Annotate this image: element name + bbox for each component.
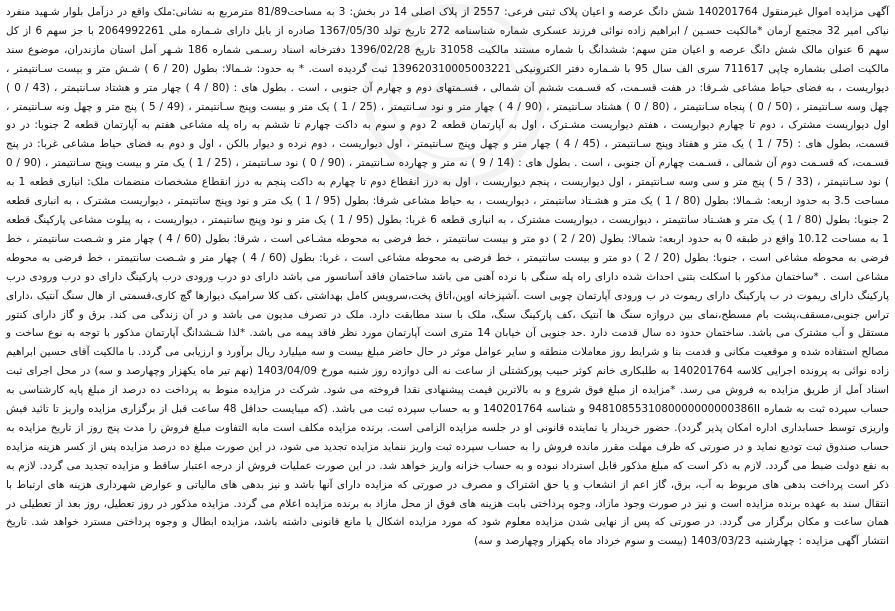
auction-notice-text: آگهی مزایده اموال غیرمنقول 140201764 شش دانگ عرصه و اعیان پلاک ثبتی فرعی: 2557 از پلاک اصلی 14 در بخش: 3 به مساحت81/89 مترمربع به نشانی:ملک واقع در دزآمل بلوار شـهید منفرد نیاکی امیر 32 مجتمع آرمان *مالکیت حسـین / ابراهیم زاده نوائی فرزند عسکری شماره شناسنامه 272 تاریخ تولد 1367/05/30 صادره از بابل دارای شـماره ملی 2064992261 با جز سهم 6 از کل سهم 6 عنوان مالک شش دانگ عرصه و اعیان متن سهم: ششدانگ با شماره مستند مالکیت 31058 تاریخ 1396/02/28 دفترخانه اسناد رسـمی شماره 186 شـهر آمل استان مازندران، موضوع سند مالکیت اصلی بشماره چاپی 711617 سری الف سال 95 با شـماره دفتر الکترونیکی 139620310005003221 ثبت گردیده است. * به حدود: شـمالا: بطول (20 / 6 ) شـش متر و بیست سـانتیمتر ، دیواریست ، به فضای حیاط مشاعی شـرقا: در هفت قسـمت، که قسـمت ششم آن شمالی ، قسـمتهای دوم و چهارم آن جنوبی ، است . بطول های : (80 / 4 ) چهار متر و هشتاد سـانتیمتر ، (43 / 0 ) چهل وسه سـانتیمتر ، (50 / 0 ) پنجاه سـانتیمتر ، (80 / 0 ) هشتاد سـانتیمتر ، (90 / 4 ) چهار متر و نود سـانتیمتر ، (25 / 1 ) یک متر و بیست وپنج سـانتیمتر ، (49 / 5 ) پنج متر و چهل ونه سـانتیمتر ، اول دیواریست مشترک ، دوم تا چهارم دیواریست ، هفتم دیواریست مشـترک ، اول به آپارتمان قطعه 2 دوم و سوم به داکت چهارم تا ششم به راه پله مشاعی هفتم به آپارتمان قطعه 2 جنوبا: در دو قسمت، بطول های : (75 / 1 ) یک متر و هفتاد وپنج سـانتیمتر ، (45 / 4 ) چهار متر و چهل وپنج سـانتیمتر ، اول دیواریست ، دوم نرده و دیوار بالکن ، اول و دوم به فضای حیاط مشاعی غربا: در پنج قسـمت، که قسـمت دوم آن شمالی ، قسـمت چهارم آن جنوبی ، است . بطول های : (14 / 9 ) نه متر و چهارده سـانتیمتر ، (90 / 0 ) نود سـانتیمتر ، (25 / 1 ) یک متر و بیست وپنج سـانتیمتر ، (90 / 0 ) نود سـانتیمتر ، (33 / 5 ) پنج متر و سی وسه سـانتیمتر ، اول دیواریست ، پنجم دیواریست ، اول به درز انقطاع دوم تا چهارم به داکت پنجم به درز انقطاع مشخصات منضمات ملک: انباری قطعه 1 به مساحت 3.5 به حدود اربعه: شـمالا: بطول (80 / 1 ) یک متر و هشـتاد سانتیمتر ، دیواریست ، به حیاط مشاعی شرقا: بطول (95 / 1 ) یک متر و نود وپنج سانتیمتر ، دیواریست مشترک ، به انباری قطعه 2 جنوبا: بطول (80 / 1 ) یک متر و هشـتاد سانتیمتر ، دیواریست ، دیواریست مشترک ، به انباری قطعه 6 غربا: بطول (95 / 1 ) یک متر و نود وپنج سانتیمتر ، دیواریست ، به پیلوت مشاعی پارکینگ قطعه 1 به مساحت 10.12 واقع در طبقه 0 به حدود اربعه: شمالا: بطول (20 / 2 ) دو متر و بیست سانتیمتر ، خط فرضی به محوطه مشـاعی است ، شرقا: بطول (60 / 4 ) چهار متر و شـصت سانتیمتر ، خط فرضی به محوطه مشاعی است ، جنوبا: بطول (20 / 2 ) دو متر و بیست سانتیمتر ، خط فرضی به محوطه مشاعی است ، غربا: بطول (60 / 4 ) چهار متر و شـصت سانتیمتر ، خط فرضی به محوطه مشاعی است . *ساختمان مذکور با اسکلت بتنی احداث شده دارای راه پله سنگی با نرده آهنی می باشد ساختمان فاقد آسانسور می باشد دارای دو درب ورودی درب پارکینگ دارای دو درب ورودی درب پارکینگ دارای ریموت در ب پارکینگ دارای ریموت در ب ورودی آپارتمان چوبی است .آشپزخانه اوپن،اتاق پخت،سرویس کامل بهداشتی ،کف کلا سرامیک دیوارها گچ کاری،قسمتی از هال سنگ آنتیک ،دارای تراس جنوبی،مسقف،پشت بام مسطح،نمای بین دروازه سنگ ها آنتیک ،کف پارکینگ سنگ، ملک با سند مطابقت دارد. ملک در تصرف مدیون می باشد و در آن زندگی می کند. برق و گاز دارای کنتور مستقل و آب مشترک می باشد. ساختمان حدود ده سال قدمت دارد .حد جنوبی آن خیابان 14 متری است آپارتمان مورد نظر فاقد پیمه می باشد. *لذا شـشدانگ آپارتمان مذکور با توجه به نوع ساخت و مصالح استفاده شده و موقعیت مکانی و قدمت بنا و شرایط روز معاملات منطقه و سایر عوامل موثر در حال حاضر مبلغ بیست و سه میلیارد ریال برآورد و ارزیابی می گردد. با مالکیت آقای حسین ابراهیم زاده نوائی به پرونده اجرایی کلاسه 140201764 به طلبکاری خانم کوثر حبیب پورکشتلی از ساعت نه الی دوازده روز شنبه مورخ 1403/04/09 (نهم تیر ماه یکهزار وچهارصد و سه) در محل اجرای ثبت اسناد آمل از طریق مزایده به فروش می رسد. *مزایده از مبلغ فوق شروع و به بالاترین قیمت پیشنهادی نقدا فروخته می شود. شرکت در مزایده منوط به پرداخت ده درصد از مبلغ پایه کارشناسی به حساب سپرده ثبت به شماره 9481085531080000000000386II و شناسه 140201764 و به حساب سپرده ثبت می باشد. (که میبایست حداقل 48 ساعت قبل از برگزاری مزایده واریز تا تائید فیش واریزی توسط حسابداری اداره امکان پذیر گردد). حضور خریدار یا نماینده قانونی او در جلسه مزایده الزامی است. برنده مزایده مکلف است مابه التفاوت مبلغ فروش را مدت پنج روز از تاریخ مزایده به حساب صندوق ثبت تودیع نماید و در صورتی که ظرف مهلت مقرر مانده فروش را به حساب سپرده ثبت واریز ننماید مزایده تجدید می شود، در این صورت مبلغ ده درصد مزایده پس از کسر هزینه مزایده به نفع دولت ضبط می گردد. لازم به ذکر است که مبلغ مذکور قابل استرداد نبوده و به حساب خزانه واریز خواهد شد. در این صورت عملیات فروش از درجه اعتبار ساقط و مزایده تجدید می گردد. لازم به ذکر است پرداخت بدهی های مربوط به آب، برق، گاز اعم از انشعاب و یا حق اشتراک و مصرف در صورتی که مزایده دارای آنها باشد و نیز بدهی های مالیاتی و عوارض شهرداری هزینه های ارتباط با انتقال سند به عهده برنده مزایده است و نیز در صورت وجود مازاد، وجوه پرداختی بابت هزینه های فوق از محل مازاد به برنده مزایده اعلام می گردد. مزایده مذکور در روز تعطیل، روز بعد از تعطیلی در همان ساعت و مکان برگزار می گردد. در صورتی که پس از نهایی شدن مزایده معلوم شود که مورد مزایده اشکال یا مانع قانونی داشته باشد، مزایده ابطال و وجوه پرداختی مسترد خواهد شد. تاریخ انتشار آگهی مزایده : چهارشنبه 1403/03/23 (بیست و سوم خرداد ماه یکهزار وچهارصد و سه) [6, 6, 890, 548]
